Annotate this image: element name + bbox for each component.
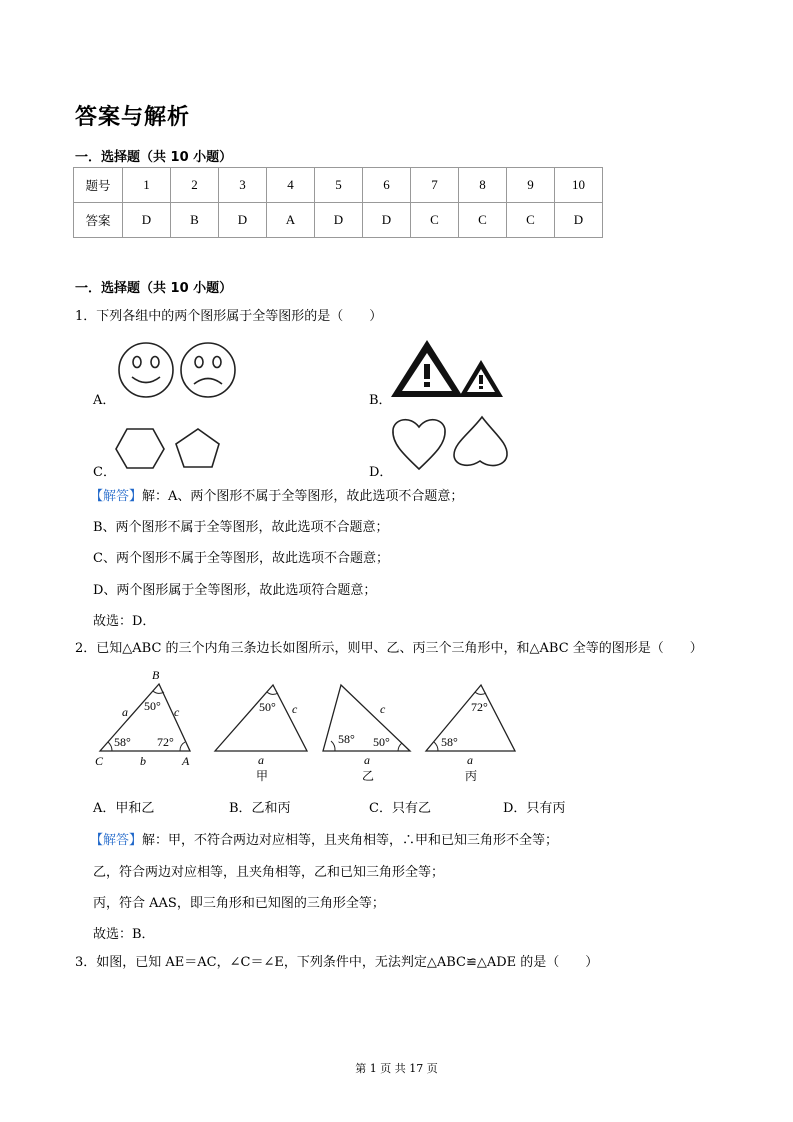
q1-solution-line-1: 【解答】解：A、两个图形不属于全等图形，故此选项不合题意； [90,489,464,504]
figure-name: 丙 [465,769,478,783]
q1-solution-line-4: D、两个图形属于全等图形，故此选项符合题意； [93,583,377,598]
q1-option-b-label: B． [369,393,392,408]
q1-option-c-figure [115,427,230,472]
page-footer: 第 1 页 共 17 页 [355,1062,438,1075]
q1-stem: 1．下列各组中的两个图形属于全等图形的是（ ） [75,309,383,324]
rotated-heart-icon [454,417,507,466]
table-header-label: 题号 [74,168,123,203]
q2-triangle-jia [212,680,317,785]
table-cell: C [411,203,459,238]
q1-option-d-label: D． [369,465,393,480]
q2-option-b: B．乙和丙 [229,801,291,816]
table-cell: 9 [507,168,555,203]
side-label-a: a [467,753,473,767]
figure-name: 甲 [256,769,269,783]
angle-label-2: 50° [373,735,390,749]
q1-solution-line-2: B、两个图形不属于全等图形，故此选项不合题意； [93,520,389,535]
angle-label-a: 72° [157,735,174,749]
q2-solution-line-2: 乙，符合两边对应相等，且夹角相等，乙和已知三角形全等； [93,865,445,880]
side-label-c: c [380,702,386,716]
q2-option-c: C．只有乙 [369,801,431,816]
q1-option-a-label: A． [93,393,116,408]
angle-label-2: 58° [441,735,458,749]
side-label-c: c [292,702,298,716]
section-title-questions: 一．选择题（共 10 小题） [75,281,233,296]
table-cell: 1 [123,168,171,203]
vertex-label-a: A [182,754,190,768]
table-cell: 6 [363,168,411,203]
q1-option-d-figure [390,413,515,473]
vertex-label-b: B [152,668,160,682]
table-row-answers [74,203,603,238]
table-cell: D [555,203,603,238]
q1-solution-line-5: 故选：D． [93,614,156,629]
table-cell: D [123,203,171,238]
angle-label-b: 50° [144,699,161,713]
angle-label-1: 72° [471,700,488,714]
solution-tag: 【解答】 [90,489,143,504]
smiley-face-icon [119,343,173,397]
q2-triangle-abc [92,668,197,770]
table-cell: D [219,203,267,238]
q1-option-a-figure [117,342,242,400]
q3-stem: 3．如图，已知 AE＝AC，∠C＝∠E，下列条件中，无法判定△ABC≌△ADE 的是（ ） [75,955,599,970]
q2-triangle-yi [318,680,418,785]
sad-face-icon [181,343,235,397]
solution-tag: 【解答】 [90,833,143,848]
q2-solution-line-1: 【解答】解：甲，不符合两边对应相等，且夹角相等，∴甲和已知三角形不全等； [90,833,559,848]
q2-triangle-bing [423,680,523,785]
table-cell: 7 [411,168,459,203]
small-warning-triangle-icon [459,360,503,397]
angle-label-1: 58° [338,732,355,746]
side-label-a: a [364,753,370,767]
table-cell: C [459,203,507,238]
q1-solution-line-3: C、两个图形不属于全等图形，故此选项不合题意； [93,551,389,566]
section-title-answers: 一．选择题（共 10 小题） [75,150,233,165]
large-warning-triangle-icon [391,340,463,397]
table-row-numbers [74,168,603,203]
side-label-c: c [174,705,180,719]
table-cell: 3 [219,168,267,203]
side-label-b: b [140,754,146,768]
table-cell: A [267,203,315,238]
table-cell: 5 [315,168,363,203]
vertex-label-c: C [95,754,104,768]
table-cell: B [171,203,219,238]
table-cell: 10 [555,168,603,203]
q2-solution-line-3: 丙，符合 AAS，即三角形和已知图的三角形全等； [93,896,385,911]
table-cell: 4 [267,168,315,203]
page-title: 答案与解析 [75,105,191,130]
pentagon-icon [176,429,219,467]
side-label-a: a [122,705,128,719]
q2-option-d: D．只有丙 [503,801,566,816]
table-cell: D [363,203,411,238]
table-cell: C [507,203,555,238]
table-cell: D [315,203,363,238]
table-cell: 8 [459,168,507,203]
hexagon-icon [116,429,164,468]
q2-option-a: A．甲和乙 [93,801,155,816]
figure-name: 乙 [362,769,375,783]
q2-stem: 2．已知△ABC 的三个内角三条边长如图所示，则甲、乙、丙三个三角形中，和△ABC 全等的图形是（ ） [75,641,703,656]
table-header-label: 答案 [74,203,123,238]
angle-label: 50° [259,700,276,714]
angle-label-c: 58° [114,735,131,749]
table-cell: 2 [171,168,219,203]
q2-solution-line-4: 故选：B． [93,927,155,942]
q1-option-c-label: C． [93,465,116,480]
q1-option-b-figure [391,340,506,400]
side-label-a: a [258,753,264,767]
answer-table [73,167,603,238]
heart-icon [393,420,445,469]
